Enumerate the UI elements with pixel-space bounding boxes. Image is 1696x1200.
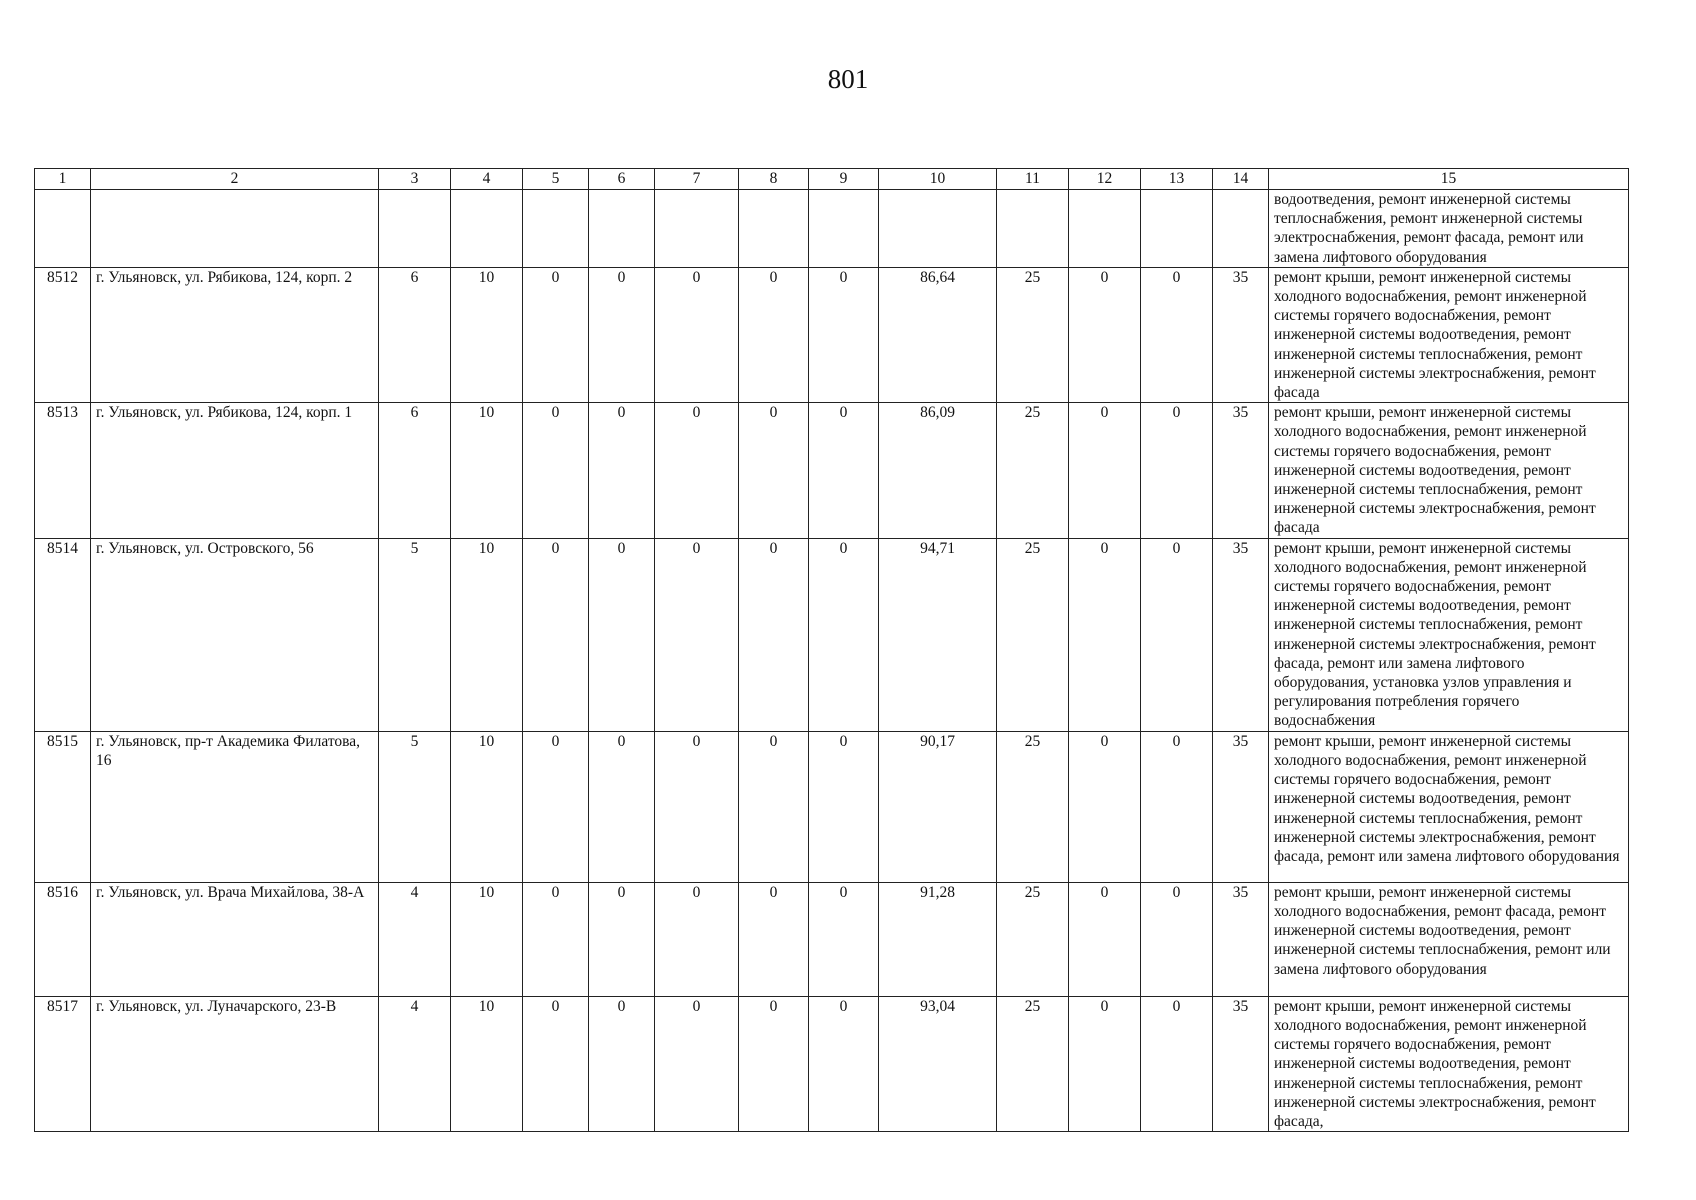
column-header: 11 bbox=[997, 169, 1069, 190]
value-cell: 0 bbox=[1141, 403, 1213, 538]
value-cell: 0 bbox=[655, 731, 739, 882]
row-id: 8514 bbox=[35, 538, 91, 731]
row-id: 8517 bbox=[35, 996, 91, 1131]
column-header: 4 bbox=[451, 169, 523, 190]
empty-cell bbox=[1213, 190, 1269, 268]
empty-cell bbox=[997, 190, 1069, 268]
value-cell: 0 bbox=[1141, 882, 1213, 996]
value-cell: 0 bbox=[589, 882, 655, 996]
value-cell: 0 bbox=[655, 538, 739, 731]
value-cell: 35 bbox=[1213, 538, 1269, 731]
value-cell: 0 bbox=[523, 882, 589, 996]
table-row bbox=[35, 403, 1629, 538]
value-cell: 0 bbox=[589, 538, 655, 731]
page-number: 801 bbox=[827, 64, 869, 94]
empty-cell bbox=[879, 190, 997, 268]
column-header: 7 bbox=[655, 169, 739, 190]
empty-cell bbox=[1069, 190, 1141, 268]
value-cell: 0 bbox=[655, 267, 739, 402]
value-cell: 0 bbox=[809, 882, 879, 996]
value-cell: 25 bbox=[997, 996, 1069, 1131]
value-cell: 0 bbox=[739, 267, 809, 402]
table-row bbox=[35, 538, 1629, 731]
value-cell: 0 bbox=[1141, 996, 1213, 1131]
value-cell: 0 bbox=[809, 267, 879, 402]
value-cell: 91,28 bbox=[879, 882, 997, 996]
works-cell: ремонт крыши, ремонт инженерной системы холодного водоснабжения, ремонт инженерной системы горячего водоснабжения, ремонт инженерной системы водоотведения, ремонт инженерной системы теплоснабжения, ремонт инженерной системы электроснабжения, ремонт фасада bbox=[1269, 267, 1629, 402]
row-id: 8516 bbox=[35, 882, 91, 996]
value-cell: 0 bbox=[655, 996, 739, 1131]
empty-cell bbox=[451, 190, 523, 268]
value-cell: 0 bbox=[739, 538, 809, 731]
value-cell: 10 bbox=[451, 267, 523, 402]
column-header: 2 bbox=[91, 169, 379, 190]
address-cell: г. Ульяновск, ул. Рябикова, 124, корп. 1 bbox=[91, 403, 379, 538]
continuation-row bbox=[35, 190, 1629, 268]
value-cell: 5 bbox=[379, 538, 451, 731]
value-cell: 10 bbox=[451, 403, 523, 538]
value-cell: 0 bbox=[1069, 538, 1141, 731]
value-cell: 10 bbox=[451, 731, 523, 882]
address-cell: г. Ульяновск, пр-т Академика Филатова, 16 bbox=[91, 731, 379, 882]
value-cell: 0 bbox=[1069, 267, 1141, 402]
row-id: 8513 bbox=[35, 403, 91, 538]
value-cell: 25 bbox=[997, 403, 1069, 538]
column-header: 13 bbox=[1141, 169, 1213, 190]
address-cell: г. Ульяновск, ул. Врача Михайлова, 38-А bbox=[91, 882, 379, 996]
works-cell: ремонт крыши, ремонт инженерной системы холодного водоснабжения, ремонт инженерной системы горячего водоснабжения, ремонт инженерной системы водоотведения, ремонт инженерной системы теплоснабжения, ремонт инженерной системы электроснабжения, ремонт фасада bbox=[1269, 403, 1629, 538]
column-header: 3 bbox=[379, 169, 451, 190]
value-cell: 0 bbox=[589, 403, 655, 538]
value-cell: 90,17 bbox=[879, 731, 997, 882]
empty-cell bbox=[35, 190, 91, 268]
value-cell: 0 bbox=[589, 996, 655, 1131]
works-cell: ремонт крыши, ремонт инженерной системы холодного водоснабжения, ремонт фасада, ремонт инженерной системы водоотведения, ремонт инженерной системы теплоснабжения, ремонт или замена лифтового оборудования bbox=[1269, 882, 1629, 996]
works-cell: водоотведения, ремонт инженерной системы теплоснабжения, ремонт инженерной системы электроснабжения, ремонт фасада, ремонт или замена лифтового оборудования bbox=[1269, 190, 1629, 268]
value-cell: 0 bbox=[1069, 731, 1141, 882]
table-row bbox=[35, 731, 1629, 882]
value-cell: 0 bbox=[589, 267, 655, 402]
table-row bbox=[35, 267, 1629, 402]
value-cell: 0 bbox=[1069, 882, 1141, 996]
value-cell: 0 bbox=[1141, 538, 1213, 731]
value-cell: 0 bbox=[523, 267, 589, 402]
value-cell: 5 bbox=[379, 731, 451, 882]
value-cell: 0 bbox=[655, 882, 739, 996]
address-cell: г. Ульяновск, ул. Рябикова, 124, корп. 2 bbox=[91, 267, 379, 402]
value-cell: 0 bbox=[809, 996, 879, 1131]
works-cell: ремонт крыши, ремонт инженерной системы холодного водоснабжения, ремонт инженерной системы горячего водоснабжения, ремонт инженерной системы водоотведения, ремонт инженерной системы теплоснабжения, ремонт инженерной системы электроснабжения, ремонт фасада, ремонт или замена лифтового оборудования, установка узлов управления и регулирования потребления горячего водоснабжения bbox=[1269, 538, 1629, 731]
column-header: 1 bbox=[35, 169, 91, 190]
table-row bbox=[35, 996, 1629, 1131]
address-cell: г. Ульяновск, ул. Луначарского, 23-В bbox=[91, 996, 379, 1131]
works-cell: ремонт крыши, ремонт инженерной системы холодного водоснабжения, ремонт инженерной системы горячего водоснабжения, ремонт инженерной системы водоотведения, ремонт инженерной системы теплоснабжения, ремонт инженерной системы электроснабжения, ремонт фасада, bbox=[1269, 996, 1629, 1131]
value-cell: 0 bbox=[655, 403, 739, 538]
address-cell: г. Ульяновск, ул. Островского, 56 bbox=[91, 538, 379, 731]
empty-cell bbox=[523, 190, 589, 268]
value-cell: 0 bbox=[523, 403, 589, 538]
value-cell: 0 bbox=[523, 538, 589, 731]
value-cell: 0 bbox=[739, 882, 809, 996]
value-cell: 0 bbox=[589, 731, 655, 882]
value-cell: 0 bbox=[1069, 403, 1141, 538]
value-cell: 35 bbox=[1213, 267, 1269, 402]
column-header: 12 bbox=[1069, 169, 1141, 190]
empty-cell bbox=[739, 190, 809, 268]
value-cell: 0 bbox=[1141, 731, 1213, 882]
column-header: 6 bbox=[589, 169, 655, 190]
value-cell: 6 bbox=[379, 403, 451, 538]
value-cell: 25 bbox=[997, 731, 1069, 882]
value-cell: 0 bbox=[523, 996, 589, 1131]
row-id: 8515 bbox=[35, 731, 91, 882]
empty-cell bbox=[1141, 190, 1213, 268]
value-cell: 0 bbox=[739, 996, 809, 1131]
value-cell: 35 bbox=[1213, 882, 1269, 996]
value-cell: 94,71 bbox=[879, 538, 997, 731]
row-id: 8512 bbox=[35, 267, 91, 402]
value-cell: 0 bbox=[809, 538, 879, 731]
column-number-row bbox=[35, 169, 1629, 190]
column-header: 15 bbox=[1269, 169, 1629, 190]
value-cell: 86,09 bbox=[879, 403, 997, 538]
value-cell: 10 bbox=[451, 996, 523, 1131]
column-header: 10 bbox=[879, 169, 997, 190]
value-cell: 6 bbox=[379, 267, 451, 402]
works-cell: ремонт крыши, ремонт инженерной системы холодного водоснабжения, ремонт инженерной системы горячего водоснабжения, ремонт инженерной системы водоотведения, ремонт инженерной системы теплоснабжения, ремонт инженерной системы электроснабжения, ремонт фасада, ремонт или замена лифтового оборудования bbox=[1269, 731, 1629, 882]
value-cell: 35 bbox=[1213, 731, 1269, 882]
empty-cell bbox=[589, 190, 655, 268]
value-cell: 86,64 bbox=[879, 267, 997, 402]
table-row bbox=[35, 882, 1629, 996]
value-cell: 35 bbox=[1213, 403, 1269, 538]
column-header: 8 bbox=[739, 169, 809, 190]
value-cell: 93,04 bbox=[879, 996, 997, 1131]
value-cell: 0 bbox=[1069, 996, 1141, 1131]
value-cell: 4 bbox=[379, 996, 451, 1131]
value-cell: 0 bbox=[809, 403, 879, 538]
value-cell: 0 bbox=[809, 731, 879, 882]
repair-program-table bbox=[34, 168, 1629, 1132]
value-cell: 10 bbox=[451, 538, 523, 731]
value-cell: 0 bbox=[739, 731, 809, 882]
empty-cell bbox=[91, 190, 379, 268]
empty-cell bbox=[809, 190, 879, 268]
empty-cell bbox=[655, 190, 739, 268]
empty-cell bbox=[379, 190, 451, 268]
value-cell: 0 bbox=[1141, 267, 1213, 402]
value-cell: 25 bbox=[997, 882, 1069, 996]
column-header: 9 bbox=[809, 169, 879, 190]
value-cell: 4 bbox=[379, 882, 451, 996]
value-cell: 0 bbox=[739, 403, 809, 538]
column-header: 5 bbox=[523, 169, 589, 190]
value-cell: 25 bbox=[997, 267, 1069, 402]
column-header: 14 bbox=[1213, 169, 1269, 190]
value-cell: 25 bbox=[997, 538, 1069, 731]
value-cell: 10 bbox=[451, 882, 523, 996]
value-cell: 0 bbox=[523, 731, 589, 882]
value-cell: 35 bbox=[1213, 996, 1269, 1131]
